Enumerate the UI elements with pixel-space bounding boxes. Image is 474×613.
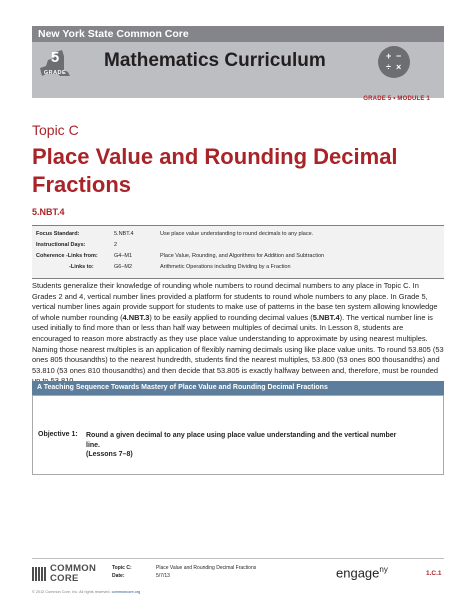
copyright-text: © 2012 Common Core, Inc. All rights reserved. <box>32 590 111 594</box>
body-text-1: Students generalize their knowledge of rounding whole numbers to round decimal numbers to any place in Topic C. In Grades 2 and 4, vertical number lines provided a platform for students to round whole numbers to any place. In Grade 5, vertical number lines again provide support for students to make use of patterns in the base ten system allowing knowledge of whole number rounding ( <box>32 281 438 322</box>
curriculum-title: Mathematics Curriculum <box>104 50 326 71</box>
body-paragraph <box>32 281 444 387</box>
row-label: Instructional Days: <box>36 242 86 248</box>
footer-divider <box>32 558 444 559</box>
logo-line-2: CORE <box>50 573 79 584</box>
copyright-notice <box>32 590 140 594</box>
sequence-heading-text: A Teaching Sequence Towards Mastery of Place Value and Rounding Decimal Fractions <box>37 384 328 391</box>
common-core-logo-icon <box>32 567 46 581</box>
copyright-link[interactable]: commoncore.org <box>111 590 141 594</box>
row-label: Coherence -Links from: <box>36 253 98 259</box>
standards-table <box>32 225 444 279</box>
row-description: Use place value understanding to round decimals to any place. <box>160 231 314 237</box>
objective-label: Objective 1: <box>38 431 78 438</box>
row-description: Place Value, Rounding, and Algorithms for Addition and Subtraction <box>160 253 325 259</box>
objective-lessons: (Lessons 7–8) <box>86 451 133 458</box>
row-label: Focus Standard: <box>36 231 80 237</box>
objective-description: Round a given decimal to any place using place value understanding and the vertical number line. <box>86 432 397 449</box>
module-label: GRADE 5 • MODULE 1 <box>363 96 430 102</box>
body-standard-ref: 4.NBT.3 <box>122 312 150 322</box>
banner-text: New York State Common Core <box>38 28 189 40</box>
body-text-2: ) to be easily applied to rounding decimal values ( <box>149 312 313 322</box>
brand-name: engage <box>336 565 380 581</box>
footer-date-label: Date: <box>112 573 125 579</box>
objective-text <box>86 431 406 460</box>
brand-superscript: ny <box>379 565 388 574</box>
row-code: G4–M1 <box>114 253 133 259</box>
sequence-heading <box>32 381 444 395</box>
footer-date-value: 5/7/13 <box>156 573 170 579</box>
row-code: G6–M2 <box>114 264 133 270</box>
topic-label: Topic C <box>32 122 79 138</box>
engageny-logo <box>336 565 388 580</box>
standard-tag: 5.NBT.4 <box>32 207 65 217</box>
footer-topic-label: Topic C: <box>112 565 132 571</box>
body-standard-ref: 5.NBT.4 <box>312 312 340 322</box>
row-code: 2 <box>114 242 118 248</box>
body-text-3: ). The vertical number line is used initially to find more than or less than half way between multiples of decimal units. In Lesson 8, students are encouraged to reason more abstractly as they use place value understanding to approximate by using nearest multiples. Naming those nearest multiples is an application of flexibly naming decimals using like place value units. To round 53.805 (53 ones 805 thousandths) to the nearest hundredth, students find the nearest multiples, 53.800 (53 ones 800 thousandths) and 53.810 (53 ones 810 thousandths) and then decide that 53.805 is exactly halfway between and, therefore, must be rounded <box>32 312 444 375</box>
math-operators-icon: + − ÷ × <box>378 46 410 78</box>
row-code: 5.NBT.4 <box>114 231 134 237</box>
grade-word: GRADE <box>43 70 67 76</box>
common-core-logo <box>50 564 96 584</box>
page-number: 1.C.1 <box>426 570 442 577</box>
row-label: -Links to: <box>69 264 94 270</box>
footer-topic-value: Place Value and Rounding Decimal Fractions <box>156 565 257 571</box>
page-title: Place Value and Rounding Decimal Fractions <box>32 144 398 197</box>
row-description: Arithmetic Operations including Dividing by a Fraction <box>160 264 291 270</box>
logo-line-1: COMMON <box>50 563 97 574</box>
grade-number: 5 <box>50 49 60 66</box>
